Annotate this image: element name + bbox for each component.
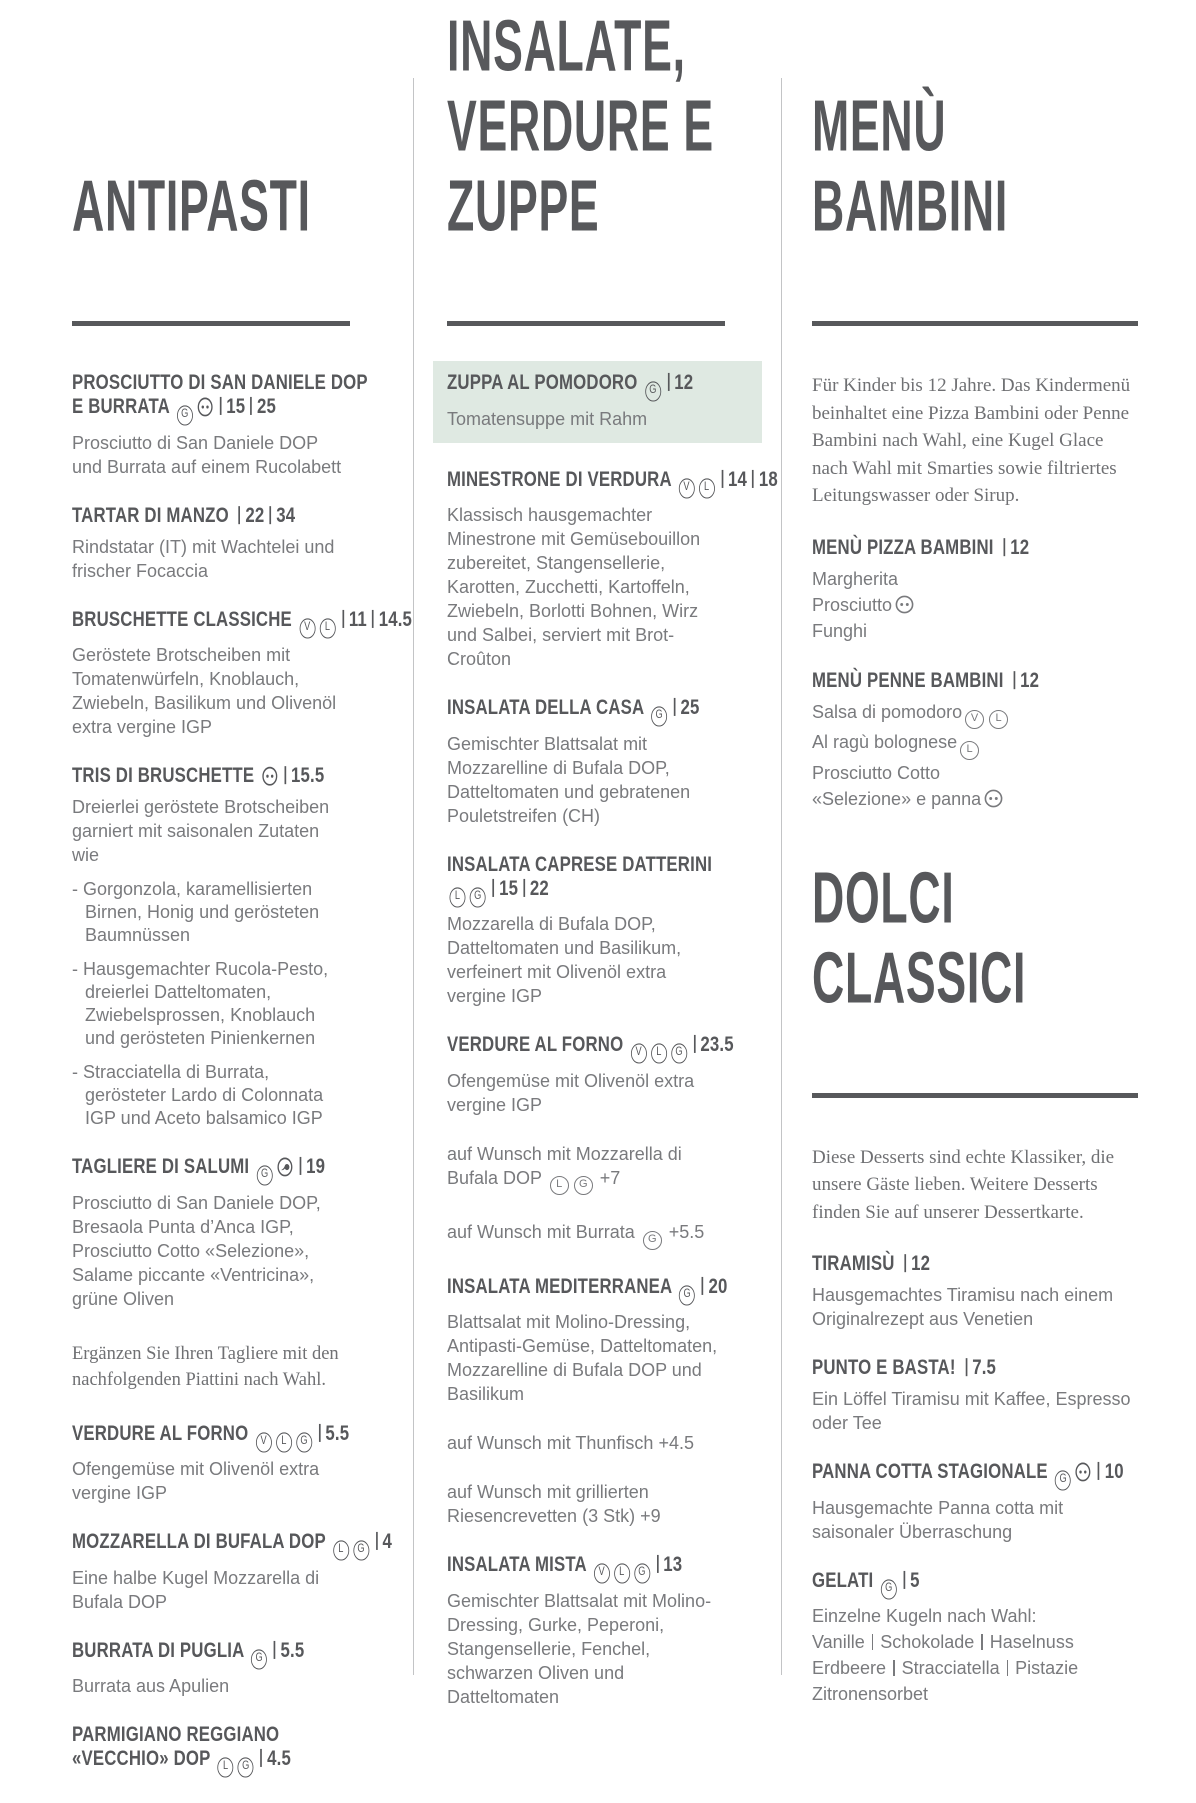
price-separator [299,1157,301,1175]
item-title-line [72,607,413,638]
section-header-text: ANTIPASTI [72,166,311,247]
price-separator [1003,538,1005,556]
icon-l-circle: L [699,477,715,497]
item-price: 20 [708,1274,728,1298]
icon-v-circle: V [299,617,315,637]
item-title [447,1554,725,1583]
icon-v-circle: V [678,477,694,497]
item-title [447,1274,728,1305]
item-title [447,372,726,401]
price-separator [721,469,723,487]
section-subheader-text: CLASSICI [812,938,1027,1019]
addon-line: auf Wunsch mit grillierten Riesencrevetten (3 Stk) +9 [447,1482,661,1526]
item-description: Ofengemüse mit Olivenöl extra vergine IGP [72,1459,320,1503]
item-price: 4 [382,1529,392,1554]
price-separator [694,1035,696,1053]
item-title [72,765,350,789]
item-price: 12 [1010,535,1030,559]
item-title-line [72,1748,350,1777]
item-description: Ein Löffel Tiramisu mit Kaffee, Espresso oder Tee [812,1389,1131,1433]
item-title-line [72,505,350,529]
icon-g-circle: G [177,405,193,425]
price-separator [523,878,525,896]
item-title-line [447,1274,728,1305]
item-title-line [447,697,725,726]
price-separator [342,609,344,627]
item-title-line [72,1156,350,1185]
crescent-icon [277,1156,293,1176]
section-subheader-zone [812,858,1138,1030]
menu-item [447,1554,725,1709]
icon-l-circle: L [450,886,466,906]
price-separator [376,1532,378,1550]
addon-line: auf Wunsch mit Thunfisch +4.5 [447,1433,694,1453]
header-rule [72,321,350,326]
item-title-line [72,765,350,789]
item-price: 23.5 [700,1032,734,1057]
price-separator [904,1254,906,1272]
face-icon [197,396,213,416]
item-price: 12 [1020,668,1040,692]
icon-l-circle: L [550,1176,569,1195]
menu-item [72,1423,350,1506]
price-separator [492,878,494,896]
item-title-text: PUNTO E BASTA! 7.5 [812,1356,997,1380]
item-title-text: MENÙ PENNE BAMBINI 12 [812,668,1040,692]
menu-item [72,505,350,583]
icon-v-circle: V [965,710,984,729]
item-price: 19 [306,1154,326,1179]
menu-item [812,1570,1138,1708]
item-price: 11 [348,607,367,631]
item-title [812,537,1138,561]
item-price: 22 [529,876,549,900]
addon-line: auf Wunsch mit Burrata G +5.5 [447,1220,725,1250]
item-title-text: PROSCIUTTO DI SAN DANIELE DOP [72,371,368,395]
flavour-separator [893,1660,895,1676]
item-title-line [812,1461,1138,1490]
icon-g-circle: G [257,1165,273,1185]
section-subheader-line [812,938,1138,1030]
item-price: 15 [226,394,246,419]
item-description: Prosciutto di San Daniele DOP, Bresaola Punta d’Anca IGP, Prosciutto Cotto «Selezione», Salame piccante «Ventricina», grüne Oliven [72,1192,321,1309]
menu-item [812,537,1138,644]
price-separator [250,397,252,415]
item-option-line: Einzelne Kugeln nach Wahl: [812,1606,1037,1626]
menu-item [812,670,1138,812]
item-price: 13 [663,1552,683,1577]
item-description: Rindstatar (IT) mit Wachtelei und frischer Focaccia [72,536,335,581]
header-rule [447,321,725,326]
item-price: 4.5 [267,1746,291,1771]
section-header-line [447,166,725,258]
item-description: Tomatensuppe mit Rahm [447,408,648,429]
item-price: 15 [499,876,519,900]
item-title [72,607,413,638]
section-intro: Für Kinder bis 12 Jahre. Das Kindermenü beinhaltet eine Pizza Bambini oder Penne Bambini nach Wahl, eine Kugel Glace nach Wahl mit Smarties sowie filtriertes Leitungswasser oder Sirup. [812,375,1131,506]
section-subheader-line [812,858,1138,950]
item-title [447,854,725,907]
item-option-lines [812,566,1138,644]
item-description: Klassisch hausgemachter Minestrone mit Gemüsebouillon zubereitet, Stangensellerie, Karotten, Zucchetti, Kartoffeln, Zwiebeln, Borlotti Bohnen, Wirz und Salbei, serviert mit Brot-Croûton [447,505,701,669]
item-title-text: INSALATA MISTA V L G 13 [447,1553,682,1583]
menu-item [812,1253,1138,1331]
item-description: Gemischter Blattsalat mit Molino-Dressing, Gurke, Peperoni, Stangensellerie, Fenchel, schwarzen Oliven und Datteltomaten [447,1590,712,1707]
face-icon [984,789,1003,808]
icon-g-circle: G [671,1043,687,1063]
item-title-text: PANNA COTTA STAGIONALE G 10 [812,1460,1124,1490]
menu-item [447,467,778,672]
item-price: 18 [758,467,778,491]
item-title [812,1357,1138,1381]
item-title-text: «VECCHIO» DOP L G 4.5 [72,1747,291,1777]
icon-g-circle: G [643,1231,662,1250]
icon-l-circle: L [276,1431,292,1451]
icon-v-circle: V [594,1563,610,1583]
item-title-text: ZUPPA AL POMODORO G 12 [447,371,693,401]
item-title [72,1529,392,1560]
item-title [812,1253,1138,1277]
icon-v-circle: V [631,1043,647,1063]
menu-item [72,1529,392,1614]
item-title-text: INSALATA CAPRESE DATTERINI [447,852,713,876]
price-separator [668,373,670,391]
icon-g-circle: G [296,1431,312,1451]
item-title-line [447,1032,734,1063]
icon-g-circle: G [881,1578,897,1598]
item-option-line: Salsa di pomodoro V L [812,699,1138,730]
item-option-line: Prosciutto [812,592,1138,618]
item-title-line [812,537,1138,561]
item-description: Mozzarella di Bufala DOP, Datteltomaten und Basilikum, verfeinert mit Olivenöl extra vergine IGP [447,914,682,1006]
item-title-line [447,372,726,401]
column-divider [781,78,782,1675]
menu-item [433,361,762,443]
item-title-text [447,876,549,906]
section-header-line [812,166,1138,258]
icon-g-circle: G [574,1176,593,1195]
section-intro: Diese Desserts sind echte Klassiker, die unsere Gäste lieben. Weitere Desserts finden Sie auf unserer Dessertkarte. [812,1146,1115,1223]
item-description: Blattsalat mit Molino-Dressing, Antipasti-Gemüse, Datteltomaten, Mozzarelline di Bufala DOP und Basilikum [447,1312,718,1404]
item-description: Ofengemüse mit Olivenöl extra vergine IGP [447,1070,695,1115]
icon-l-circle: L [651,1043,667,1063]
column-menu-bambini-dolci [812,72,1138,1733]
item-price: 5.5 [325,1421,350,1445]
item-description: Hausgemachte Panna cotta mit saisonaler Überraschung [812,1497,1064,1542]
section-subheader-text: DOLCI [812,858,955,939]
price-separator [903,1570,905,1588]
item-title-line [812,1253,1138,1277]
price-separator [284,766,286,784]
item-title-text: E BURRATA G 15 25 [72,395,276,425]
item-title [72,1724,350,1777]
item-option-line: Margherita [812,568,899,589]
item-title-text: INSALATA MEDITERRANEA G 20 [447,1274,728,1304]
item-price: 7.5 [972,1356,997,1380]
header-rule [812,321,1138,326]
icon-l-circle: L [333,1540,349,1560]
item-title [72,1423,350,1452]
section-header-zone [72,72,350,258]
section-items [447,361,778,1709]
menu-item [72,1724,350,1777]
face-icon [1075,1461,1091,1481]
price-separator [260,1749,262,1767]
price-separator [965,1358,967,1376]
item-title-text: TIRAMISÙ 12 [812,1252,931,1276]
item-title [447,467,778,498]
item-title-line [72,371,368,396]
icon-g-circle: G [251,1648,267,1668]
item-option-line: Vanille Schokolade Haselnuss [812,1632,1074,1652]
icon-g-circle: G [470,886,486,906]
item-title-text: TAGLIERE DI SALUMI G 19 [72,1155,325,1185]
column-insalate-verdure-zuppe [447,6,778,1735]
bullet-item: - Hausgemachter Rucola-Pesto, dreierlei Datteltomaten, Zwiebelsprossen, Knoblauch und gerösteten Pinienkernen [72,959,329,1048]
header-rule [812,1093,1138,1098]
menu-item [447,1274,728,1529]
item-title-line [72,396,350,425]
item-price: 12 [674,370,694,395]
flavour-separator [1007,1660,1009,1676]
item-description: Geröstete Brotscheiben mit Tomatenwürfeln, Knoblauch, Zwiebeln, Basilikum und Olivenöl extra vergine IGP [72,645,337,737]
serif-note: Ergänzen Sie Ihren Tagliere mit den nachfolgenden Piattini nach Wahl. [72,1343,339,1390]
column-antipasti [72,72,413,1803]
item-description: Eine halbe Kugel Mozzarella di Bufala DOP [72,1567,320,1612]
item-option-line: «Selezione» e panna [812,786,1138,812]
section-items [812,372,1138,1707]
icon-v-circle: V [256,1431,272,1451]
item-title-text: MOZZARELLA DI BUFALA DOP L G 4 [72,1530,392,1560]
menu-item [812,1461,1138,1544]
item-title-line [72,1529,392,1560]
icon-g-circle: G [645,381,661,401]
section-header-zone [447,6,725,258]
item-title [72,371,368,425]
item-title [812,1570,1138,1599]
item-title-line [72,1423,350,1452]
item-title [812,1461,1138,1490]
bullet-item: - Gorgonzola, karamellisierten Birnen, Honig und gerösteten Baumnüssen [72,879,320,945]
item-option-lines [812,1603,1138,1707]
item-title-text: GELATI G 5 [812,1568,920,1598]
item-option-line: Prosciutto Cotto [812,762,941,783]
bullet-item: - Stracciatella di Burrata, gerösteter Lardo di Colonnata IGP und Aceto balsamico IGP [72,1062,324,1128]
item-title-text: MINESTRONE DI VERDURA V L 14 18 [447,467,778,497]
icon-g-circle: G [1055,1470,1071,1490]
price-separator [372,609,374,627]
item-option-lines [812,699,1138,812]
item-title [812,670,1138,694]
item-title-line [812,1570,1138,1599]
section-header-text: BAMBINI [812,166,1008,247]
item-price: 25 [257,394,277,419]
item-description: Burrata aus Apulien [72,1676,230,1696]
item-option-line: Funghi [812,620,868,641]
addon-line: auf Wunsch mit Mozzarella di Bufala DOP L G +7 [447,1142,725,1196]
price-separator [1013,671,1015,689]
menu-item [72,1156,350,1311]
section-header-zone [812,72,1138,258]
icon-g-circle: G [651,706,667,726]
item-price: 25 [680,695,700,720]
menu-item [72,371,368,479]
item-description: Dreierlei geröstete Brotscheiben garniert mit saisonalen Zutaten wie [72,797,330,865]
section-items [812,1144,1138,1708]
item-title-line [447,854,725,878]
item-title-line [72,1724,350,1748]
item-price: 22 [245,503,265,527]
item-title-text: BURRATA DI PUGLIA G 5.5 [72,1638,304,1668]
icon-g-circle: G [634,1563,650,1583]
menu-item [812,1357,1138,1435]
section-items [72,371,413,1777]
section-header-text: MENÙ [812,86,947,167]
item-title [72,1640,350,1669]
item-price: 14 [728,467,748,491]
item-price: 15.5 [290,764,325,788]
item-title-text: VERDURE AL FORNO V L G 5.5 [72,1421,349,1451]
item-price: 5.5 [280,1638,305,1662]
face-icon [262,766,278,786]
icon-g-circle: G [353,1540,369,1560]
item-description: Gemischter Blattsalat mit Mozzarelline di Bufala DOP, Datteltomaten und gebratenen Pouletstreifen (CH) [447,733,691,826]
item-title-text: INSALATA DELLA CASA G 25 [447,696,699,726]
item-option-line: Zitronensorbet [812,1684,929,1704]
item-title-line [812,670,1138,694]
price-separator [1098,1462,1100,1480]
icon-g-circle: G [679,1284,695,1304]
icon-l-circle: L [960,741,979,760]
menu-item [447,697,725,828]
item-price: 5 [910,1568,920,1592]
item-title-text: MENÙ PIZZA BAMBINI 12 [812,535,1030,559]
item-description: Hausgemachtes Tiramisu nach einem Originalrezept aus Venetien [812,1285,1114,1329]
item-title-line [812,1357,1138,1381]
item-title [72,505,350,529]
section-header-text: INSALATE, [447,6,686,87]
item-option-line: Al ragù bolognese L [812,729,1138,760]
item-price: 10 [1104,1459,1124,1484]
icon-l-circle: L [319,617,335,637]
price-separator [274,1640,276,1658]
icon-l-circle: L [218,1757,234,1777]
section-header-text: ZUPPE [447,166,600,247]
menu-item [72,765,350,1130]
price-separator [239,506,241,524]
menu-item [72,1640,350,1699]
icon-l-circle: L [614,1563,630,1583]
item-description: Prosciutto di San Daniele DOP und Burrata auf einem Rucolabett [72,432,342,477]
item-title-text: VERDURE AL FORNO V L G 23.5 [447,1033,734,1063]
price-separator [752,469,754,487]
column-divider [413,78,414,1675]
section-header-line [72,166,350,258]
item-title-text: TARTAR DI MANZO 22 34 [72,503,296,527]
item-title [447,1032,734,1063]
menu-item [447,1032,734,1250]
price-separator [269,506,271,524]
item-title-line [447,878,725,907]
item-price: 12 [911,1252,931,1276]
item-title [447,697,725,726]
price-separator [657,1555,659,1573]
flavour-separator [981,1634,983,1650]
item-price: 34 [276,503,296,527]
item-title-line [447,1554,725,1583]
section-header-text: VERDURE E [447,86,714,167]
price-separator [674,698,676,716]
item-option-line: Erdbeere Stracciatella Pistazie [812,1658,1079,1678]
flavour-separator [872,1634,874,1650]
item-title-line [72,1640,350,1669]
price-separator [220,397,222,415]
price-separator [319,1423,321,1441]
item-title [72,1156,350,1185]
menu-item [72,607,413,740]
icon-l-circle: L [989,710,1008,729]
item-bullet-list [72,878,350,1130]
item-title-text: PARMIGIANO REGGIANO [72,1723,280,1747]
item-title-line [447,467,778,498]
price-separator [702,1276,704,1294]
item-title-text: TRIS DI BRUSCHETTE 15.5 [72,764,325,788]
icon-g-circle: G [238,1757,254,1777]
item-title-text: BRUSCHETTE CLASSICHE V L 11 14.5 [72,607,412,637]
menu-item [447,854,725,1009]
face-icon [895,595,914,614]
item-price: 14.5 [378,607,413,631]
